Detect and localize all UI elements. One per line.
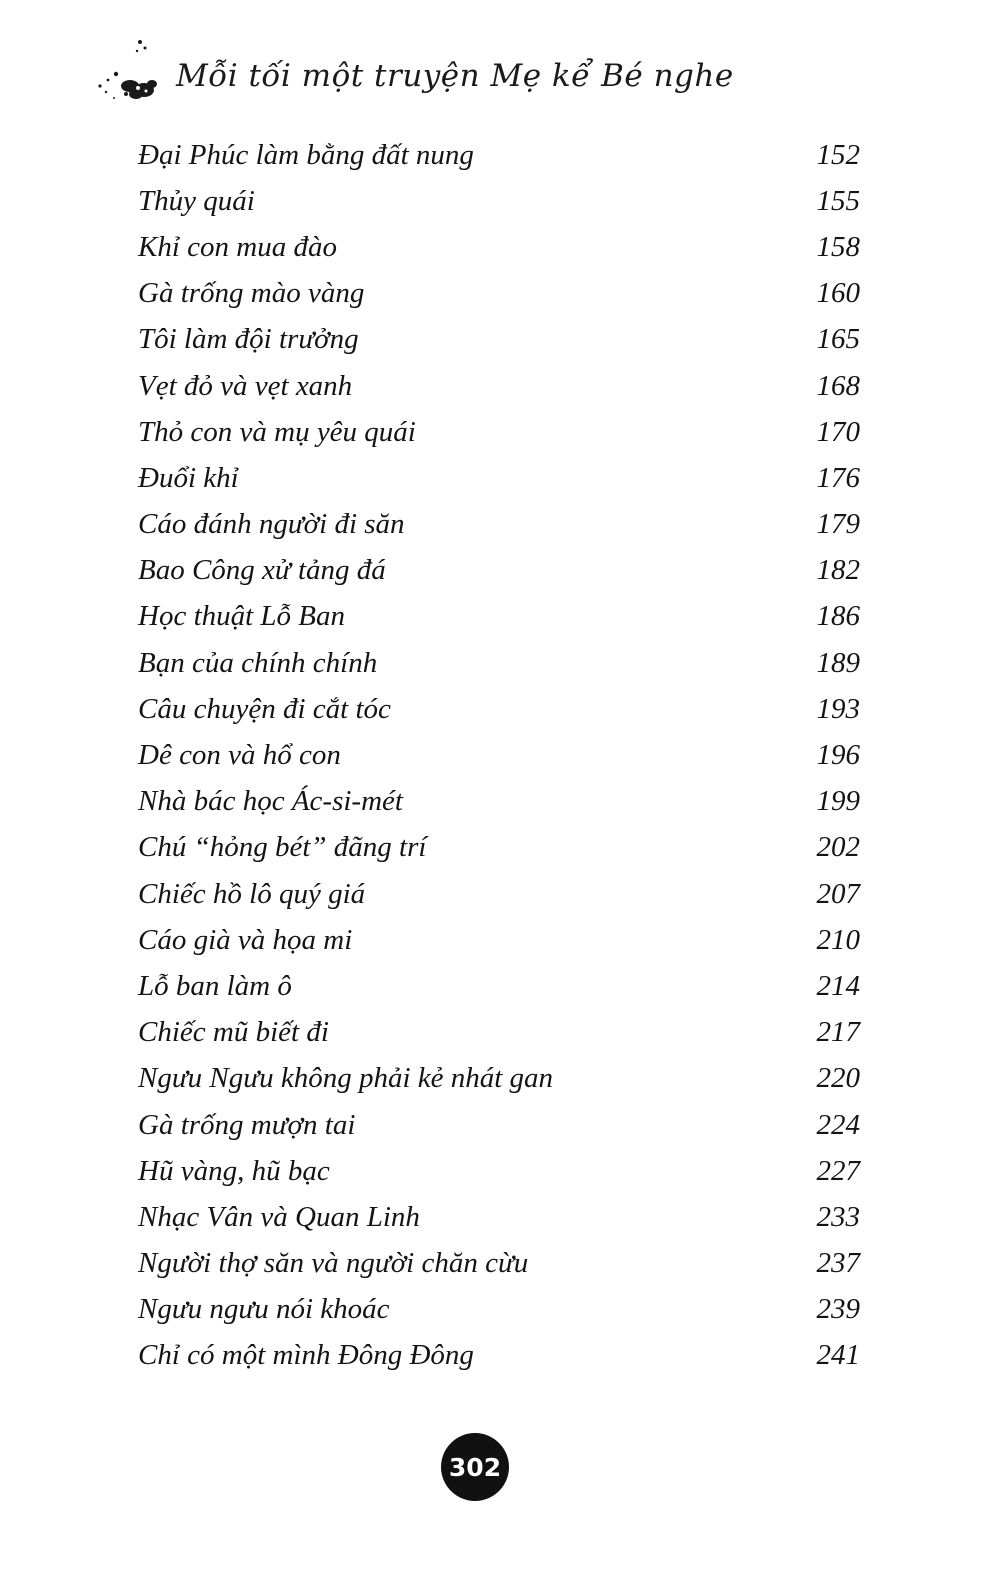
book-title: Mỗi tối một truyện Mẹ kể Bé nghe (176, 58, 734, 94)
toc-entry (138, 871, 860, 917)
toc-entry (138, 917, 860, 963)
toc-entry (138, 317, 860, 363)
toc-entry (138, 409, 860, 455)
toc-entry-page: 182 (816, 554, 860, 587)
toc-entry-title: Người thợ săn và người chăn cừu (138, 1247, 529, 1280)
toc-entry (138, 1241, 860, 1287)
toc-entry-page: 199 (816, 785, 860, 818)
toc-entry-page: 179 (816, 508, 860, 541)
toc-entry (138, 1148, 860, 1194)
toc-entry-page: 186 (816, 600, 860, 633)
toc-entry-title: Câu chuyện đi cắt tóc (138, 692, 391, 725)
toc-entry-title: Ngưu Ngưu không phải kẻ nhát gan (138, 1062, 554, 1095)
toc-entry-page: 193 (816, 692, 860, 725)
toc-entry-title: Chỉ có một mình Đông Đông (138, 1339, 474, 1372)
toc-entry-page: 152 (816, 138, 860, 171)
toc-entry-page: 214 (816, 969, 860, 1002)
toc-entry (138, 363, 860, 409)
toc-entry-title: Tôi làm đội trưởng (138, 323, 359, 356)
toc-entry-title: Bao Công xử tảng đá (138, 554, 386, 587)
flower-ornament-icon (88, 28, 178, 118)
toc-entry (138, 224, 860, 270)
toc-entry-page: 207 (816, 877, 860, 910)
toc-entry-page: 160 (816, 277, 860, 310)
toc-entry-page: 233 (816, 1200, 860, 1233)
toc-entry-page: 196 (816, 739, 860, 772)
toc-entry-page: 239 (816, 1293, 860, 1326)
toc-entry-title: Thỏ con và mụ yêu quái (138, 415, 416, 448)
toc-entry (138, 825, 860, 871)
toc-entry-title: Cáo già và họa mi (138, 923, 353, 956)
toc-entry-title: Vẹt đỏ và vẹt xanh (138, 369, 353, 402)
toc-entry (138, 1010, 860, 1056)
toc-entry (138, 455, 860, 501)
toc-entry (138, 1056, 860, 1102)
toc-entry-title: Bạn của chính chính (138, 646, 378, 679)
toc-entry-page: 224 (816, 1108, 860, 1141)
toc-entry-page: 168 (816, 369, 860, 402)
toc-entry-page: 227 (816, 1154, 860, 1187)
toc-entry-page: 189 (816, 646, 860, 679)
toc-entry-page: 241 (816, 1339, 860, 1372)
toc-entry-page: 170 (816, 415, 860, 448)
toc-entry-title: Đại Phúc làm bằng đất nung (138, 138, 474, 171)
toc-entry-page: 158 (816, 230, 860, 263)
toc-entry-title: Chú “hỏng bét” đãng trí (138, 831, 427, 864)
toc-entry-title: Lỗ ban làm ô (138, 969, 292, 1002)
toc-entry-title: Đuổi khỉ (138, 461, 239, 494)
toc-entry-page: 202 (816, 831, 860, 864)
toc-entry (138, 1287, 860, 1333)
toc-entry-page: 237 (816, 1247, 860, 1280)
toc-entry (138, 963, 860, 1009)
toc-entry-title: Dê con và hổ con (138, 739, 341, 772)
toc-entry-title: Thủy quái (138, 184, 255, 217)
toc-entry-title: Khỉ con mua đào (138, 230, 337, 263)
toc-entry (138, 732, 860, 778)
toc-entry-page: 217 (816, 1016, 860, 1049)
toc-entry-title: Cáo đánh người đi săn (138, 508, 405, 541)
toc-entry-title: Học thuật Lỗ Ban (138, 600, 346, 633)
toc-entry (138, 594, 860, 640)
toc-entry (138, 779, 860, 825)
toc-entry-title: Hũ vàng, hũ bạc (138, 1154, 330, 1187)
toc-entry-page: 210 (816, 923, 860, 956)
toc-entry (138, 686, 860, 732)
toc-entry-page: 165 (816, 323, 860, 356)
toc-entry-title: Chiếc hồ lô quý giá (138, 877, 366, 910)
table-of-contents (138, 132, 860, 1379)
toc-entry-title: Gà trống mượn tai (138, 1108, 356, 1141)
page-number-badge: 302 (441, 1433, 509, 1501)
toc-entry-page: 155 (816, 184, 860, 217)
running-header (88, 28, 788, 118)
toc-entry (138, 271, 860, 317)
toc-entry-title: Gà trống mào vàng (138, 277, 365, 310)
toc-entry-title: Chiếc mũ biết đi (138, 1016, 329, 1049)
toc-entry (138, 132, 860, 178)
toc-entry (138, 1333, 860, 1379)
toc-entry-page: 176 (816, 461, 860, 494)
toc-entry (138, 1194, 860, 1240)
toc-entry (138, 1102, 860, 1148)
toc-entry-page: 220 (816, 1062, 860, 1095)
toc-entry (138, 640, 860, 686)
toc-entry-title: Ngưu ngưu nói khoác (138, 1293, 390, 1326)
toc-entry-title: Nhà bác học Ác-si-mét (138, 785, 403, 818)
toc-entry (138, 178, 860, 224)
toc-entry (138, 502, 860, 548)
toc-entry-title: Nhạc Vân và Quan Linh (138, 1200, 420, 1233)
toc-entry (138, 548, 860, 594)
